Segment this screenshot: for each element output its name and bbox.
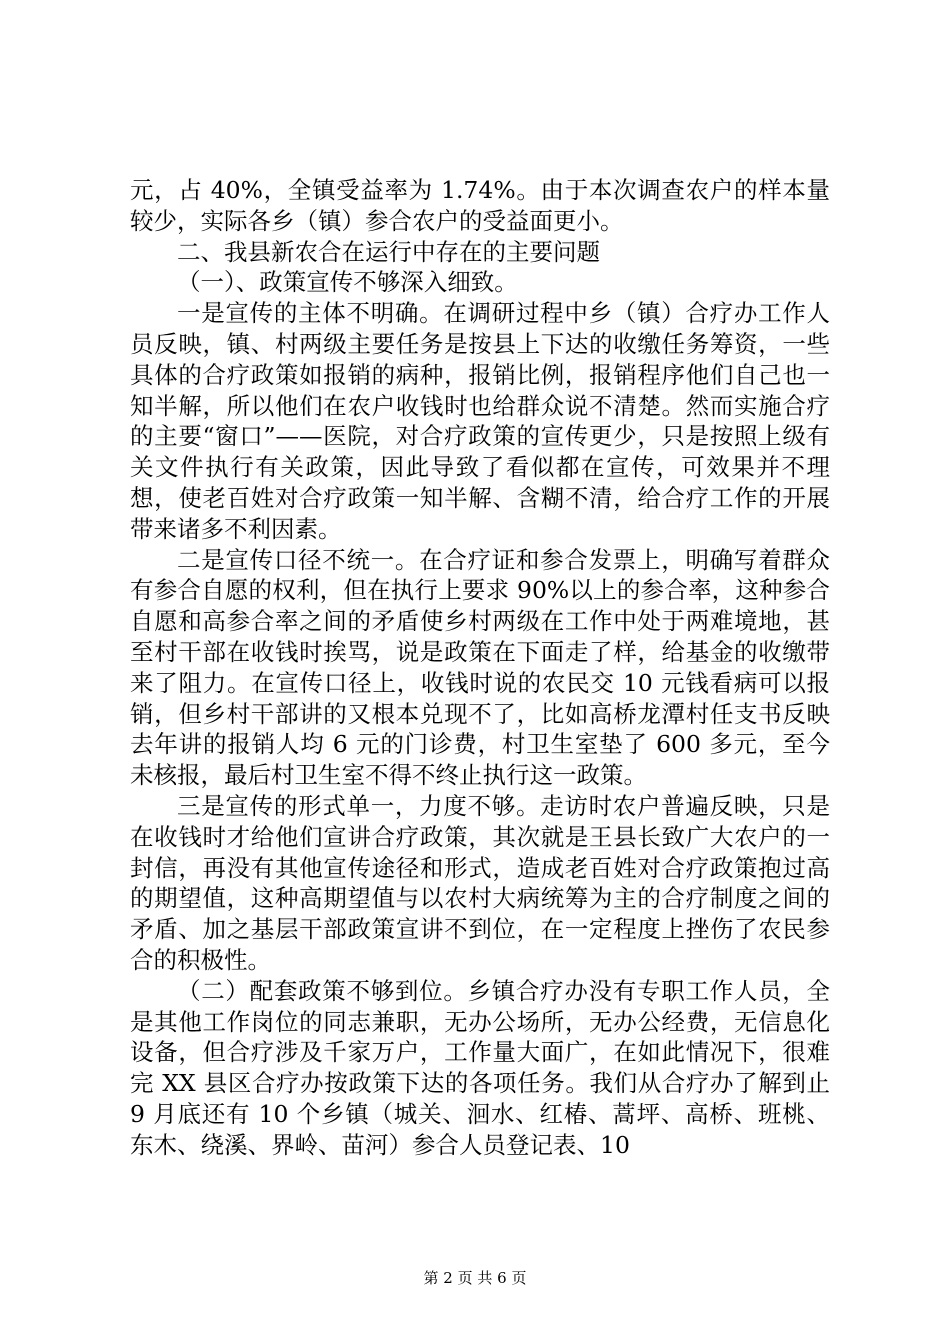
page-footer: 第 2 页 共 6 页: [423, 1269, 527, 1287]
paragraph-continuation: 元，占 40%，全镇受益率为 1.74%。由于本次调查农户的样本量较少，实际各乡（镇）参合农户的受益面更小。: [130, 176, 830, 235]
section-heading-two: 二、我县新农合在运行中存在的主要问题: [177, 237, 600, 266]
paragraph-point-two: 二是宣传口径不统一。在合疗证和参合发票上，明确写着群众有参合自愿的权利，但在执行上要求 90%以上的参合率，这种参合自愿和高参合率之间的矛盾使乡村两级在工作中处于两难境地，甚至村干部在收钱时挨骂，说是政策在下面走了样，给基金的收缴带来了阻力。在宣传口径上，收钱时说的农民交 10 元钱看病可以报销，但乡村干部讲的又根本兑现不了，比如高桥龙潭村任支书反映去年讲的报销人均 6 元的门诊费，村卫生室垫了 600 多元，至今未核报，最后村卫生室不得不终止执行这一政策。: [130, 545, 830, 790]
paragraph-point-three: 三是宣传的形式单一，力度不够。走访时农户普遍反映，只是在收钱时才给他们宣讲合疗政策，其次就是王县长致广大农户的一封信，再没有其他宣传途径和形式，造成老百姓对合疗政策抱过高的期望值，这种高期望值与以农村大病统筹为主的合疗制度之间的矛盾、加之基层干部政策宣讲不到位，在一定程度上挫伤了农民参合的积极性。: [130, 791, 830, 974]
body-text: [130, 175, 830, 1161]
paragraph-point-one: 一是宣传的主体不明确。在调研过程中乡（镇）合疗办工作人员反映，镇、村两级主要任务是按县上下达的收缴任务筹资，一些具体的合疗政策如报销的病种，报销比例，报销程序他们自己也一知半解，所以他们在农户收钱时也给群众说不清楚。然而实施合疗的主要“窗口”——医院，对合疗政策的宣传更少，只是按照上级有关文件执行有关政策，因此导致了看似都在宣传，可效果并不理想，使老百姓对合疗政策一知半解、含糊不清，给合疗工作的开展带来诸多不利因素。: [130, 299, 830, 543]
subsection-heading-one: （一）、政策宣传不够深入细致。: [177, 268, 518, 297]
paragraph-subsection-two: （二）配套政策不够到位。乡镇合疗办没有专职工作人员，全是其他工作岗位的同志兼职，无办公场所，无办公经费，无信息化设备，但合疗涉及千家万户，工作量大面广，在如此情况下，很难完 XX 县区合疗办按政策下达的各项任务。我们从合疗办了解到止 9 月底还有 10 个乡镇（城关、洄水、红椿、蒿坪、高桥、班桃、东木、绕溪、界岭、苗河）参合人员登记表、10: [130, 976, 830, 1159]
